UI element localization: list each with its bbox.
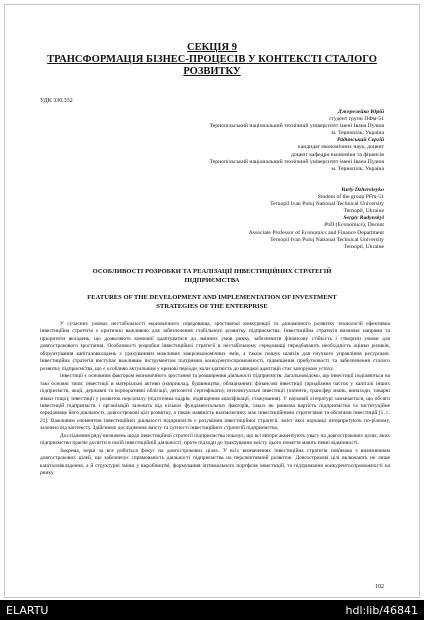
author-affiliation-line: Тернопільський національний технічний університет імені Івана Пулюя [209,123,384,130]
authors-ukrainian [209,109,384,173]
authors-english [249,187,384,251]
article-title-ua-line-1: ОСОБЛИВОСТІ РОЗРОБКИ ТА РЕАЛІЗАЦІЇ ІНВЕСТИЦІЙНИХ СТРАТЕГІЙ [92,268,332,275]
body-paragraph-3: Дослідження ряду визначень щодо інвестиційної стратегії підприємства показує, що всі автори акцентують увагу на довгострокових цілях, яких підприємство прагне досягти в своїй інвестиційній діяльності, проте підходи до трактування змісту цього поняття мають певні відмінності. [40,432,390,447]
author-affiliation-line: студент групи ПФм-51 [328,116,384,123]
author-name: Радинський Сергій [336,137,384,144]
author-affiliation-line: Ternopil Ivan Puluj National Technical University [270,236,384,243]
section-title-line-2: ТРАНСФОРМАЦІЯ БІЗНЕС-ПРОЦЕСІВ У КОНТЕКСТІ СТАЛОГО [47,54,377,65]
author-affiliation-line: PhD (Economics), Docent [324,222,384,229]
author-affiliation-line: кандидат економічних наук, доцент [298,144,384,151]
author-affiliation-line: Student of the group PFm-51 [317,194,384,201]
author-affiliation-line: Ternopil, Ukraine [343,208,384,215]
author-affiliation-line: Associate Professor of Economics and Finance Department [248,229,384,236]
body-paragraph-4: Зокрема, перш за все робиться фокус на довгострокових цілях. У всіх визначеннях інвестиційна стратегія пов'язана з визначенням довгострокових цілей, що забезпечує спрямованість діяльності підприємства на перспективний розвиток. Довгострокові цілі включають не лише капіталовкладення, а й структурні зміни у виробництві, формування оптимального портфеля інвестицій, та підтримання конкурентоспроможності на ринку. [40,447,390,477]
section-title-line-1: СЕКЦІЯ 9 [187,42,237,53]
article-title-en-line-2: STRATEGIES OF THE ENTERPRISE [156,303,268,310]
author-affiliation-line: м. Тернопіль, Україна [331,130,384,137]
author-name: Yuriy Dzhereleyko [341,187,384,193]
footer-handle-link[interactable]: hdl:lib/46841 [345,604,418,617]
page-number: 102 [375,584,384,590]
footer-bar [0,600,424,620]
article-body [40,321,390,478]
author-affiliation-line: Ternopil Ivan Puluj National Technical University [270,201,384,208]
author-name: Джерелейко Юрій [337,109,384,115]
author-affiliation-line: доцент кафедри економіки та фінансів [291,151,384,158]
author-affiliation-line: Ternopil, Ukraine [343,243,384,250]
author-name: Sergiy Radynskyi [343,215,384,222]
udk-code: УДК 330.332 [40,98,73,104]
author-affiliation-line: Тернопільський національний технічний університет імені Івана Пулюя [209,158,384,165]
article-title-en-line-1: FEATURES OF THE DEVELOPMENT AND IMPLEMENTATION OF INVESTMENT [87,294,337,301]
article-title-ua-line-2: ПІДПРИЄМСТВА [184,277,240,284]
footer-repository-name: ELARTU [6,604,49,617]
author-affiliation-line: м. Тернопіль, Україна [331,165,384,172]
body-paragraph-1: У сучасних умовах нестабільності економічного середовища, зростаючої конкуренції та динамічного розвитку технологій ефективна інвестиційна стратегія є критично важливою для забезпечення стабільного розвитку підприємства. Інвестиційна стратегія визначає напрями та пріоритети вкладень, що дозволяють компанії адаптуватися до змінних умов ринку, забезпечити фінансову стійкість і створити умови для довгострокового зростання. Особливості розробки інвестиційної стратегії в нестабільному середовищі передбачають необхідність оцінки ризиків, обґрунтування капіталовкладень з урахуванням можливих макроекономічних змін, а також пошук шляхів для гнучкого управління ресурсами. Інвестиційна стратегія виступає важливим інструментом підтримки конкурентоспроможності, підвищення прибутковості та забезпечення сталого розвитку підприємства, що є особливо актуальним у кризові періоди, коли здатність до швидкої адаптації стає запорукою успіху. [40,321,390,372]
body-paragraph-2: Інвестиції є основним фактором економічного зростання та розширення діяльності підприємств. Загальновідомо, що інвестиції поділяються на такі основні типи: інвестиції в матеріальні активи (наприклад, будівництво, обладнання); фінансові інвестиції (придбання часток у капіталі інших підприємств, акції, державні та корпоративні облігації, депозитні сертифікати); інтелектуальні інвестиції (патенти, трансфер знань, винаходи, товарні знаки тощо); інвестиції у розвиток персоналу (підготовка кадрів, підвищення кваліфікації, стажування). У науковій літературі зазначається, що обсяги інвестицій підприємств і організацій залежать від кількох фундаментальних факторів, таких як ринкова вартість підприємства та інституційне середовище його діяльності, довгострокові цілі розвитку, а також наявність взаємозв'язку між інвестиційними стратегіями та обсягами інвестицій [1, с. 21]. Важливим елементом інвестиційної діяльності підприємств є розуміння інвестиційної стратегії, зміст якої науковці інтерпретують по-різному, залежно від контексту. Здійснимо дослідження змісту та сутності інвестиційних стратегій підприємства. [40,373,390,432]
section-title-line-3: РОЗВИТКУ [183,66,241,77]
